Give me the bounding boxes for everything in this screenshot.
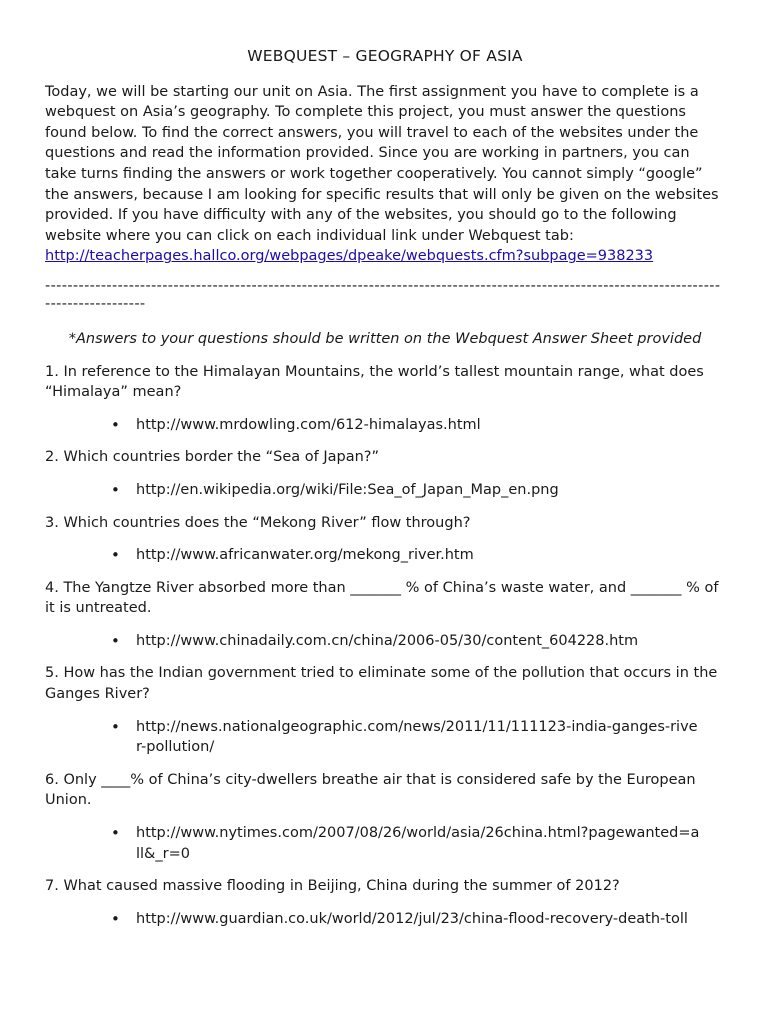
question-4-link[interactable]: http://www.chinadaily.com.cn/china/2006-05/30/content_604228.htm [136, 632, 639, 649]
question-7-resource [111, 909, 725, 930]
question-3-link[interactable]: http://www.africanwater.org/mekong_river.htm [136, 547, 474, 564]
dashed-divider: ------------------------------------------------------------------------------------------------------------------------------------------- [45, 277, 721, 312]
bullet-icon: • [111, 480, 120, 499]
question-5-link[interactable]: http://news.nationalgeographic.com/news/2011/11/111123-india-ganges-river-pollution/ [136, 718, 698, 756]
question-7-link[interactable]: http://www.guardian.co.uk/world/2012/jul/23/china-flood-recovery-death-toll [136, 910, 688, 927]
question-4: 4. The Yangtze River absorbed more than _______ % of China’s waste water, and _______ % of it is untreated. [45, 579, 719, 617]
intro-text: Today, we will be starting our unit on Asia. The first assignment you have to complete is a webquest on Asia’s geography. To complete this project, you must answer the questions found below. To find the correct answers, you will travel to each of the websites under the questions and read the information provided. Since you are working in partners, you can take turns finding the answers or work together cooperatively. You cannot simply “google” the answers, because I am looking for specific results that will only be given on the websites provided. If you have difficulty with any of the websites, you should go to the following website where you can click on each individual link under Webquest tab: [45, 83, 719, 244]
question-7: 7. What caused massive flooding in Beijing, China during the summer of 2012? [45, 878, 620, 895]
question-2: 2. Which countries border the “Sea of Japan?” [45, 449, 380, 466]
question-1-resource [111, 415, 725, 436]
question-5-resource [111, 717, 725, 758]
teacher-pages-link[interactable]: http://teacherpages.hallco.org/webpages/dpeake/webquests.cfm?subpage=938233 [45, 248, 654, 265]
question-6-link[interactable]: http://www.nytimes.com/2007/08/26/world/asia/26china.html?pagewanted=all&_r=0 [136, 825, 700, 862]
bullet-icon: • [111, 824, 120, 843]
question-1-link[interactable]: http://www.mrdowling.com/612-himalayas.html [136, 416, 481, 433]
question-6: 6. Only ____% of China’s city-dwellers breathe air that is considered safe by the European Union. [45, 771, 696, 809]
intro-paragraph [45, 82, 725, 267]
bullet-icon: • [111, 415, 120, 434]
document-page [45, 46, 725, 941]
question-6-resource [111, 823, 725, 864]
question-2-link[interactable]: http://en.wikipedia.org/wiki/File:Sea_of_Japan_Map_en.png [136, 481, 559, 498]
question-4-resource [111, 631, 725, 652]
question-3-resource [111, 545, 725, 566]
question-2-resource [111, 480, 725, 501]
bullet-icon: • [111, 631, 120, 650]
answer-sheet-note: *Answers to your questions should be written on the Webquest Answer Sheet provided [68, 330, 702, 347]
bullet-icon: • [111, 909, 120, 928]
question-1: 1. In reference to the Himalayan Mountains, the world’s tallest mountain range, what does “Himalaya” mean? [45, 363, 704, 401]
bullet-icon: • [111, 546, 120, 565]
question-3: 3. Which countries does the “Mekong River” flow through? [45, 514, 471, 531]
document-title: WEBQUEST – GEOGRAPHY OF ASIA [247, 47, 523, 65]
question-5: 5. How has the Indian government tried to eliminate some of the pollution that occurs in the Ganges River? [45, 665, 718, 703]
bullet-icon: • [111, 717, 120, 736]
